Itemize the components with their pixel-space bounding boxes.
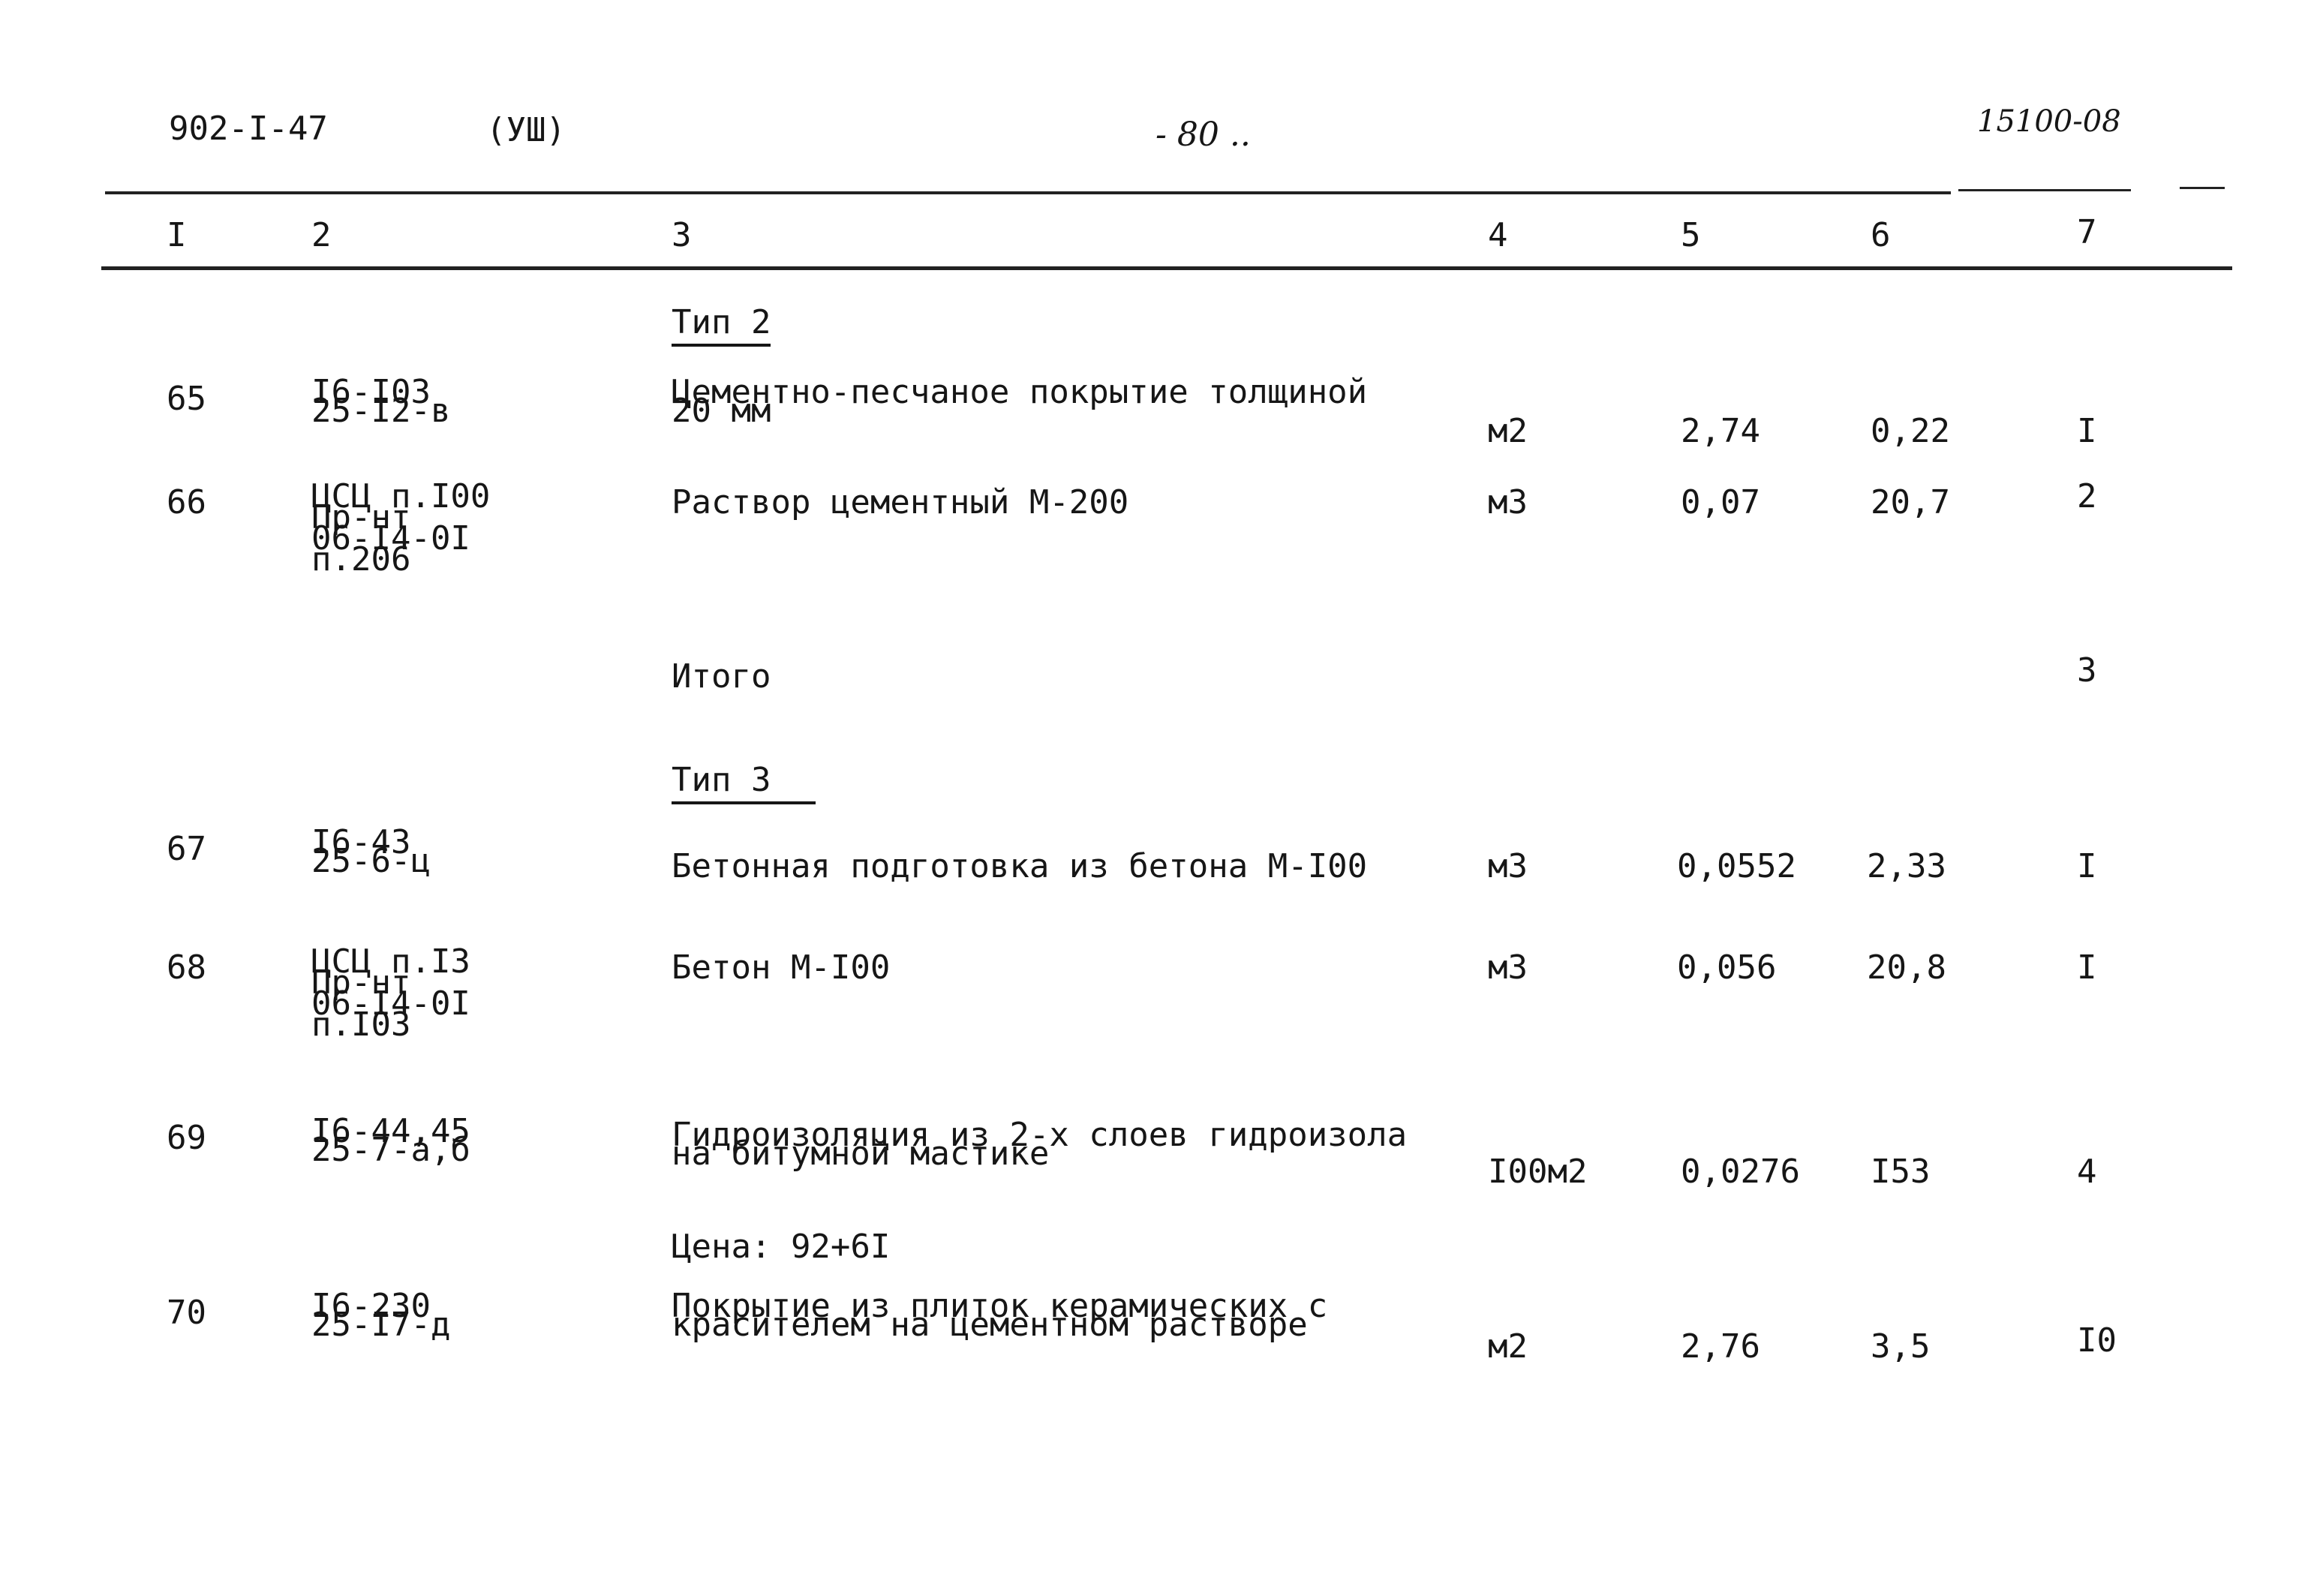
row-total: 4: [2077, 1153, 2097, 1191]
column-header-5: 5: [1681, 216, 1701, 254]
row-total: I0: [2077, 1321, 2117, 1360]
row-code: ЦСЦ п.I00 Пр-нт 06-I4-0I п.206: [311, 477, 491, 579]
row-unit: м3: [1488, 948, 1528, 987]
row-description: Бетонная подготовка из бетона М-I00: [672, 847, 1368, 885]
row-description: Бетон М-I00: [672, 948, 891, 987]
row-code: I6-I03 25-I2-в: [311, 373, 451, 430]
row-total: I: [2077, 948, 2097, 987]
header-top-rule-dash: [2180, 187, 2225, 189]
group-title-type-2: Тип 2: [672, 306, 771, 347]
row-total: 2: [2077, 477, 2097, 515]
row-number: 65: [167, 380, 206, 418]
row-description: Покрытие из плиток керамических с красителем на цементном растворе: [672, 1287, 1328, 1344]
subtotal-label: Итого: [672, 657, 771, 696]
row-description: Гидроизоляция из 2-х слоев гидроизола на битумной мастике: [672, 1116, 1408, 1173]
row-total: I: [2077, 847, 2097, 885]
row-price: 0,22: [1871, 412, 1950, 450]
column-header-6: 6: [1871, 216, 1891, 254]
row-quantity: 2,76: [1681, 1327, 1760, 1366]
row-code: I6-43 25-6-ц: [311, 823, 431, 880]
row-code: I6-44,45 25-7-а,б: [311, 1112, 470, 1169]
row-description: Цементно-песчаное покрытие толщиной 20 мм: [672, 373, 1368, 430]
column-header-2: 2: [311, 216, 332, 254]
row-number: 67: [167, 830, 206, 868]
column-header-4: 4: [1488, 216, 1508, 254]
row-quantity: 0,07: [1681, 483, 1760, 521]
row-number: 70: [167, 1294, 206, 1332]
row-unit: м3: [1488, 847, 1528, 885]
row-quantity: 0,056: [1677, 948, 1777, 987]
row-price: 20,7: [1871, 483, 1950, 521]
row-number: 66: [167, 483, 206, 521]
section-label: (УШ): [486, 111, 566, 149]
row-unit: м2: [1488, 1327, 1528, 1366]
row-number: 68: [167, 948, 206, 987]
row-price: 20,8: [1867, 948, 1946, 987]
subtotal-value: 3: [2077, 651, 2097, 690]
row-code: ЦСЦ п.I3 Пр-нт 06-I4-0I п.I03: [311, 942, 470, 1044]
row-total: I: [2077, 412, 2097, 450]
header-top-rule: [105, 191, 1951, 194]
row-price: I53: [1871, 1153, 1931, 1191]
price-note: Цена: 92+6I: [672, 1228, 891, 1266]
row-quantity: 0,0552: [1677, 847, 1796, 885]
group-title-type-3: Тип 3: [672, 764, 816, 804]
row-quantity: 0,0276: [1681, 1153, 1800, 1191]
row-unit: м2: [1488, 412, 1528, 450]
column-header-7: 7: [2077, 213, 2097, 251]
row-quantity: 2,74: [1681, 412, 1760, 450]
header-top-rule-extension: [1958, 189, 2131, 191]
row-price: 3,5: [1871, 1327, 1931, 1366]
row-number: 69: [167, 1119, 206, 1157]
row-description: Раствор цементный М-200: [672, 483, 1129, 521]
row-unit: I00м2: [1488, 1153, 1588, 1191]
sheet-code: 15100-08: [1977, 104, 2121, 139]
column-header-1: I: [167, 216, 187, 254]
column-header-bottom-rule: [101, 266, 2232, 270]
column-header-3: 3: [672, 216, 692, 254]
page-number: - 80 ..: [1156, 116, 1251, 154]
document-code: 902-I-47: [169, 110, 328, 148]
row-price: 2,33: [1867, 847, 1946, 885]
row-unit: м3: [1488, 483, 1528, 521]
row-code: I6-230 25-I7-д: [311, 1287, 451, 1344]
